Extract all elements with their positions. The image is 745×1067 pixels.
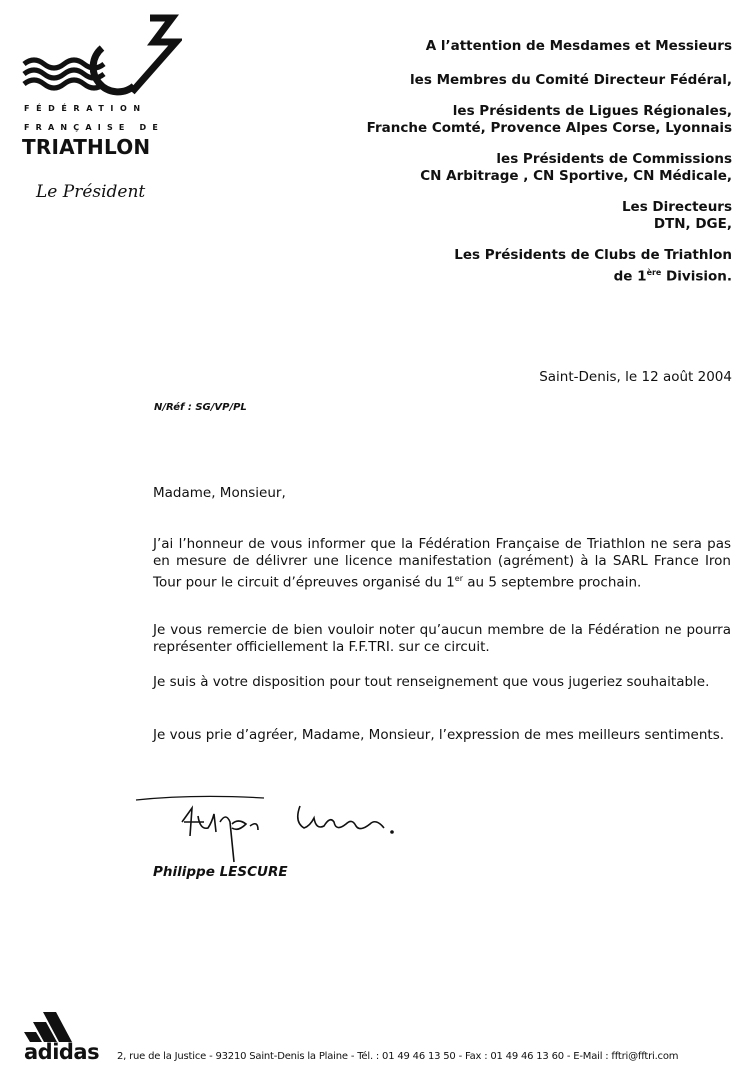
- handwritten-signature: [134, 792, 404, 864]
- recipient-line: A l’attention de Mesdames et Messieurs: [425, 38, 732, 54]
- federation-logo: [20, 12, 180, 162]
- recipient-group-4: [367, 151, 732, 185]
- logo-name-triathlon: TRIATHLON: [22, 135, 151, 159]
- footer-address: 2, rue de la Justice - 93210 Saint-Denis la Plaine - Tél. : 01 49 46 13 50 - Fax : 01 49 46 13 60 - E-Mail : fftri@fftri.com: [117, 1051, 679, 1062]
- paragraph-1-text: J’ai l’honneur de vous informer que la Fédération Française de Triathlon ne sera pas en mesure de délivrer une licence manifestation (agrément) à la SARL France Iron Tour pour le circuit d’épreuves organisé du 1: [153, 536, 731, 591]
- signer-name: Philippe LESCURE: [153, 864, 288, 880]
- recipient-group-5: [367, 199, 732, 233]
- paragraph-3: Je suis à votre disposition pour tout renseignement que vous jugeriez souhaitable.: [153, 674, 710, 690]
- adidas-brand: adidas: [24, 1040, 100, 1064]
- salutation: Madame, Monsieur,: [153, 485, 286, 501]
- logo-line-francaise: FRANÇAISE DE: [24, 123, 165, 132]
- recipient-group-2: [367, 72, 732, 89]
- recipient-group-1: [367, 38, 732, 55]
- logo-line-federation: FÉDÉRATION: [24, 104, 147, 113]
- recipient-line: les Présidents de Commissions: [496, 151, 732, 167]
- paragraph-2: Je vous remercie de bien vouloir noter qu’aucun membre de la Fédération ne pourra représenter officiellement la F.F.TRI. sur ce circuit.: [153, 622, 731, 655]
- recipient-line: Les Directeurs: [621, 199, 732, 215]
- recipient-group-3: [367, 103, 732, 137]
- date-line: Saint-Denis, le 12 août 2004: [539, 369, 732, 385]
- triathlon-waves-icon: [22, 12, 182, 102]
- paragraph-1: [153, 536, 731, 592]
- division-prefix: de 1: [613, 268, 647, 285]
- recipient-line: les Présidents de Ligues Régionales,: [452, 103, 732, 119]
- recipient-line: Franche Comté, Provence Alpes Corse, Lyonnais: [366, 120, 732, 136]
- recipient-line: DTN, DGE,: [653, 216, 732, 232]
- division-suffix: Division.: [661, 268, 732, 285]
- recipient-line: [367, 264, 732, 286]
- paragraph-1-superscript: er: [454, 574, 463, 583]
- recipients-block: [367, 38, 732, 300]
- recipient-line: CN Arbitrage , CN Sportive, CN Médicale,: [420, 168, 732, 184]
- division-superscript: ère: [646, 268, 662, 277]
- president-title: Le Président: [36, 182, 146, 202]
- paragraph-4: Je vous prie d’agréer, Madame, Monsieur, l’expression de mes meilleurs sentiments.: [153, 727, 725, 743]
- recipient-group-6: [367, 247, 732, 286]
- recipient-line: Les Présidents de Clubs de Triathlon: [454, 247, 732, 263]
- paragraph-1-text-end: au 5 septembre prochain.: [462, 574, 642, 591]
- recipient-line: les Membres du Comité Directeur Fédéral,: [410, 72, 732, 88]
- reference: N/Réf : SG/VP/PL: [154, 402, 247, 413]
- adidas-logo-icon: [24, 1012, 80, 1042]
